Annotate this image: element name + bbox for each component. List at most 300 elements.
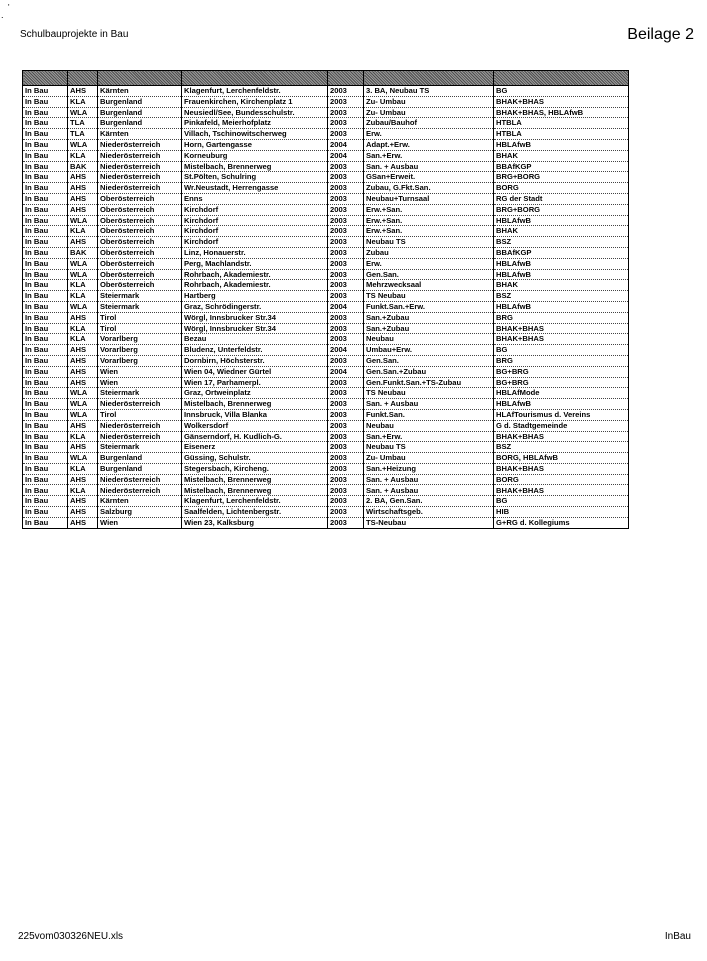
cell-year: 2003 [328,258,364,269]
cell-type: WLA [68,399,98,410]
cell-measure: Neubau TS [364,442,494,453]
cell-type: AHS [68,474,98,485]
table-row [23,215,629,226]
cell-measure: Neubau+Turnsaal [364,193,494,204]
cell-type: KLA [68,150,98,161]
cell-year: 2003 [328,453,364,464]
cell-year: 2003 [328,280,364,291]
cell-location: Eisenerz [182,442,328,453]
table-row [23,399,629,410]
cell-school: HBLAfwB [494,301,629,312]
cell-year: 2003 [328,193,364,204]
cell-state: Burgenland [98,107,182,118]
table-row [23,496,629,507]
cell-school: HBLAfwB [494,215,629,226]
cell-year: 2004 [328,150,364,161]
table-row [23,431,629,442]
cell-status: In Bau [23,226,68,237]
cell-location: Kirchdorf [182,204,328,215]
cell-location: Enns [182,193,328,204]
cell-location: Bludenz, Unterfeldstr. [182,345,328,356]
cell-location: Mistelbach, Brennerweg [182,474,328,485]
table-row [23,204,629,215]
cell-school: BHAK+BHAS [494,323,629,334]
cell-state: Burgenland [98,463,182,474]
cell-measure: San. + Ausbau [364,474,494,485]
cell-year: 2003 [328,247,364,258]
cell-year: 2003 [328,442,364,453]
table-row [23,150,629,161]
table-row [23,388,629,399]
cell-location: Güssing, Schulstr. [182,453,328,464]
cell-measure: 3. BA, Neubau TS [364,86,494,97]
cell-school: G+RG d. Kollegiums [494,517,629,528]
table-row [23,366,629,377]
cell-status: In Bau [23,312,68,323]
cell-status: In Bau [23,431,68,442]
cell-type: KLA [68,226,98,237]
cell-type: TLA [68,118,98,129]
cell-type: AHS [68,183,98,194]
table-row [23,183,629,194]
header-cell [182,71,328,86]
cell-school: BSZ [494,442,629,453]
cell-state: Oberösterreich [98,258,182,269]
cell-school: HIB [494,507,629,518]
cell-state: Wien [98,517,182,528]
cell-type: AHS [68,442,98,453]
cell-year: 2003 [328,517,364,528]
cell-state: Niederösterreich [98,150,182,161]
table-row [23,139,629,150]
cell-state: Wien [98,366,182,377]
cell-type: AHS [68,366,98,377]
table-row [23,485,629,496]
cell-location: Saalfelden, Lichtenbergstr. [182,507,328,518]
cell-year: 2003 [328,399,364,410]
cell-status: In Bau [23,323,68,334]
table-row [23,86,629,97]
cell-school: HLAfTourismus d. Vereins [494,409,629,420]
cell-location: Korneuburg [182,150,328,161]
cell-school: BHAK+BHAS [494,334,629,345]
cell-type: WLA [68,107,98,118]
cell-type: KLA [68,96,98,107]
cell-measure: Zu- Umbau [364,453,494,464]
cell-location: Rohrbach, Akademiestr. [182,280,328,291]
cell-state: Niederösterreich [98,431,182,442]
cell-measure: San. + Ausbau [364,161,494,172]
cell-measure: Erw.+San. [364,226,494,237]
cell-location: Bezau [182,334,328,345]
cell-school: BHAK [494,280,629,291]
cell-state: Vorarlberg [98,334,182,345]
cell-measure: San.+Zubau [364,312,494,323]
table-row [23,237,629,248]
cell-measure: Neubau [364,420,494,431]
cell-type: KLA [68,431,98,442]
table-row [23,280,629,291]
cell-location: Rohrbach, Akademiestr. [182,269,328,280]
table-row [23,161,629,172]
cell-school: BSZ [494,291,629,302]
cell-state: Burgenland [98,96,182,107]
table-row [23,377,629,388]
cell-year: 2003 [328,172,364,183]
cell-year: 2003 [328,215,364,226]
cell-school: HBLAfwB [494,139,629,150]
cell-state: Niederösterreich [98,172,182,183]
cell-status: In Bau [23,269,68,280]
cell-status: In Bau [23,517,68,528]
cell-status: In Bau [23,150,68,161]
cell-school: BORG [494,474,629,485]
cell-state: Niederösterreich [98,420,182,431]
cell-school: BBAfKGP [494,247,629,258]
cell-type: KLA [68,291,98,302]
cell-location: Wörgl, Innsbrucker Str.34 [182,323,328,334]
cell-year: 2003 [328,323,364,334]
cell-state: Steiermark [98,388,182,399]
cell-school: HBLAfwB [494,269,629,280]
table-row [23,193,629,204]
cell-state: Oberösterreich [98,237,182,248]
cell-school: BG [494,496,629,507]
cell-state: Niederösterreich [98,399,182,410]
table-row [23,107,629,118]
cell-year: 2003 [328,96,364,107]
cell-measure: 2. BA, Gen.San. [364,496,494,507]
cell-school: HTBLA [494,129,629,140]
cell-status: In Bau [23,474,68,485]
cell-school: HBLAfwB [494,399,629,410]
cell-type: WLA [68,139,98,150]
cell-state: Kärnten [98,86,182,97]
cell-status: In Bau [23,345,68,356]
cell-location: Villach, Tschinowitscherweg [182,129,328,140]
cell-measure: TS Neubau [364,291,494,302]
cell-state: Kärnten [98,129,182,140]
cell-status: In Bau [23,399,68,410]
cell-measure: TS-Neubau [364,517,494,528]
cell-type: AHS [68,377,98,388]
cell-school: BRG+BORG [494,172,629,183]
cell-type: WLA [68,258,98,269]
cell-measure: Funkt.San. [364,409,494,420]
cell-location: Mistelbach, Brennerweg [182,485,328,496]
cell-state: Tirol [98,409,182,420]
cell-measure: Mehrzwecksaal [364,280,494,291]
cell-year: 2003 [328,431,364,442]
cell-state: Vorarlberg [98,345,182,356]
cell-measure: Erw.+San. [364,215,494,226]
cell-type: WLA [68,409,98,420]
cell-location: Klagenfurt, Lerchenfeldstr. [182,496,328,507]
header-cell [68,71,98,86]
cell-status: In Bau [23,355,68,366]
cell-school: BG [494,86,629,97]
cell-type: KLA [68,323,98,334]
cell-school: BORG, HBLAfwB [494,453,629,464]
cell-type: AHS [68,204,98,215]
cell-school: BHAK [494,226,629,237]
cell-status: In Bau [23,485,68,496]
header-cell [98,71,182,86]
cell-state: Burgenland [98,453,182,464]
cell-school: BHAK+BHAS, HBLAfwB [494,107,629,118]
cell-measure: Zu- Umbau [364,96,494,107]
cell-state: Kärnten [98,496,182,507]
table-row [23,118,629,129]
cell-status: In Bau [23,496,68,507]
cell-type: WLA [68,388,98,399]
cell-school: RG der Stadt [494,193,629,204]
cell-location: Gänserndorf, H. Kudlich-G. [182,431,328,442]
cell-location: Mistelbach, Brennerweg [182,161,328,172]
cell-state: Oberösterreich [98,215,182,226]
cell-measure: San.+Zubau [364,323,494,334]
cell-location: Frauenkirchen, Kirchenplatz 1 [182,96,328,107]
cell-measure: TS Neubau [364,388,494,399]
page-title: Schulbauprojekte in Bau [20,29,129,40]
cell-measure: Wirtschaftsgeb. [364,507,494,518]
cell-school: BHAK+BHAS [494,463,629,474]
cell-year: 2003 [328,474,364,485]
cell-state: Niederösterreich [98,139,182,150]
cell-location: Hartberg [182,291,328,302]
cell-school: BHAK+BHAS [494,431,629,442]
cell-type: AHS [68,172,98,183]
cell-status: In Bau [23,258,68,269]
cell-state: Oberösterreich [98,247,182,258]
cell-status: In Bau [23,366,68,377]
cell-year: 2003 [328,118,364,129]
cell-status: In Bau [23,301,68,312]
cell-status: In Bau [23,507,68,518]
cell-state: Steiermark [98,301,182,312]
table-row [23,269,629,280]
cell-measure: Gen.San.+Zubau [364,366,494,377]
cell-measure: San.+Erw. [364,431,494,442]
cell-school: HBLAfwB [494,258,629,269]
cell-status: In Bau [23,193,68,204]
header-cell [364,71,494,86]
table-row [23,172,629,183]
cell-status: In Bau [23,161,68,172]
cell-year: 2003 [328,312,364,323]
cell-type: AHS [68,312,98,323]
cell-type: KLA [68,485,98,496]
cell-year: 2003 [328,388,364,399]
cell-status: In Bau [23,463,68,474]
attachment-label: Beilage 2 [627,26,694,43]
cell-type: AHS [68,237,98,248]
cell-measure: Zubau, G.Fkt.San. [364,183,494,194]
table-row [23,226,629,237]
cell-year: 2004 [328,301,364,312]
cell-state: Oberösterreich [98,280,182,291]
table-header-row [23,71,629,86]
cell-year: 2004 [328,366,364,377]
cell-measure: Gen.San. [364,355,494,366]
projects-table [22,70,629,529]
cell-measure: San. + Ausbau [364,485,494,496]
cell-year: 2003 [328,485,364,496]
cell-measure: Neubau TS [364,237,494,248]
cell-school: BORG [494,183,629,194]
cell-school: BRG [494,312,629,323]
cell-year: 2003 [328,291,364,302]
cell-year: 2003 [328,237,364,248]
cell-status: In Bau [23,183,68,194]
cell-location: Linz, Honauerstr. [182,247,328,258]
cell-measure: Zubau/Bauhof [364,118,494,129]
table-row [23,507,629,518]
cell-type: AHS [68,345,98,356]
cell-status: In Bau [23,409,68,420]
header-cell [328,71,364,86]
cell-measure: San. + Ausbau [364,399,494,410]
cell-state: Oberösterreich [98,269,182,280]
cell-year: 2003 [328,86,364,97]
cell-location: Kirchdorf [182,215,328,226]
cell-school: BHAK+BHAS [494,485,629,496]
cell-state: Niederösterreich [98,183,182,194]
cell-year: 2003 [328,355,364,366]
cell-state: Oberösterreich [98,193,182,204]
cell-state: Vorarlberg [98,355,182,366]
cell-year: 2003 [328,409,364,420]
header-cell [494,71,629,86]
cell-status: In Bau [23,107,68,118]
cell-location: Neusiedl/See, Bundesschulstr. [182,107,328,118]
cell-location: Perg, Machlandstr. [182,258,328,269]
table-row [23,258,629,269]
cell-type: AHS [68,86,98,97]
cell-type: AHS [68,420,98,431]
cell-location: Wien 04, Wiedner Gürtel [182,366,328,377]
cell-status: In Bau [23,334,68,345]
cell-state: Salzburg [98,507,182,518]
cell-status: In Bau [23,86,68,97]
cell-status: In Bau [23,377,68,388]
cell-type: AHS [68,193,98,204]
cell-status: In Bau [23,453,68,464]
cell-type: AHS [68,496,98,507]
cell-school: BSZ [494,237,629,248]
cell-location: Pinkafeld, Meierhofplatz [182,118,328,129]
cell-state: Steiermark [98,291,182,302]
cell-school: BHAK [494,150,629,161]
cell-measure: Zubau [364,247,494,258]
table-row [23,442,629,453]
table-row [23,312,629,323]
cell-state: Oberösterreich [98,226,182,237]
cell-location: Wr.Neustadt, Herrengasse [182,183,328,194]
table-row [23,420,629,431]
cell-measure: Erw.+San. [364,204,494,215]
cell-year: 2003 [328,420,364,431]
cell-measure: Erw. [364,258,494,269]
table-row [23,474,629,485]
cell-school: BG [494,345,629,356]
cell-measure: Umbau+Erw. [364,345,494,356]
cell-location: Horn, Gartengasse [182,139,328,150]
cell-state: Wien [98,377,182,388]
cell-status: In Bau [23,172,68,183]
cell-year: 2003 [328,107,364,118]
cell-measure: Neubau [364,334,494,345]
cell-type: TLA [68,129,98,140]
cell-status: In Bau [23,118,68,129]
cell-status: In Bau [23,291,68,302]
cell-measure: Gen.San. [364,269,494,280]
cell-location: Kirchdorf [182,226,328,237]
cell-status: In Bau [23,96,68,107]
cell-type: AHS [68,355,98,366]
table-row [23,323,629,334]
cell-school: BRG+BORG [494,204,629,215]
cell-location: Stegersbach, Kircheng. [182,463,328,474]
table-row [23,301,629,312]
cell-status: In Bau [23,215,68,226]
cell-type: WLA [68,269,98,280]
cell-school: HBLAfMode [494,388,629,399]
cell-state: Tirol [98,312,182,323]
table-row [23,517,629,528]
cell-state: Oberösterreich [98,204,182,215]
cell-measure: GSan+Erweit. [364,172,494,183]
cell-state: Steiermark [98,442,182,453]
table-row [23,453,629,464]
cell-type: BAK [68,247,98,258]
cell-school: HTBLA [494,118,629,129]
cell-location: Kirchdorf [182,237,328,248]
cell-status: In Bau [23,420,68,431]
cell-school: G d. Stadtgemeinde [494,420,629,431]
cell-type: WLA [68,215,98,226]
cell-location: Mistelbach, Brennerweg [182,399,328,410]
cell-location: Innsbruck, Villa Blanka [182,409,328,420]
margin-tick: ' [8,3,10,12]
footer-filename: 225vom030326NEU.xls [18,931,124,942]
cell-status: In Bau [23,388,68,399]
cell-school: BBAfKGP [494,161,629,172]
cell-year: 2003 [328,226,364,237]
cell-type: KLA [68,334,98,345]
cell-status: In Bau [23,247,68,258]
cell-school: BRG [494,355,629,366]
cell-measure: San.+Heizung [364,463,494,474]
cell-type: BAK [68,161,98,172]
cell-school: BG+BRG [494,366,629,377]
table-row [23,247,629,258]
cell-type: AHS [68,507,98,518]
table-row [23,96,629,107]
cell-measure: Erw. [364,129,494,140]
cell-location: Graz, Ortweinplatz [182,388,328,399]
cell-status: In Bau [23,280,68,291]
cell-measure: Gen.Funkt.San.+TS-Zubau [364,377,494,388]
cell-measure: Adapt.+Erw. [364,139,494,150]
cell-status: In Bau [23,237,68,248]
cell-state: Niederösterreich [98,485,182,496]
cell-year: 2004 [328,345,364,356]
cell-year: 2003 [328,377,364,388]
cell-location: St.Pölten, Schulring [182,172,328,183]
cell-year: 2004 [328,139,364,150]
cell-state: Niederösterreich [98,161,182,172]
